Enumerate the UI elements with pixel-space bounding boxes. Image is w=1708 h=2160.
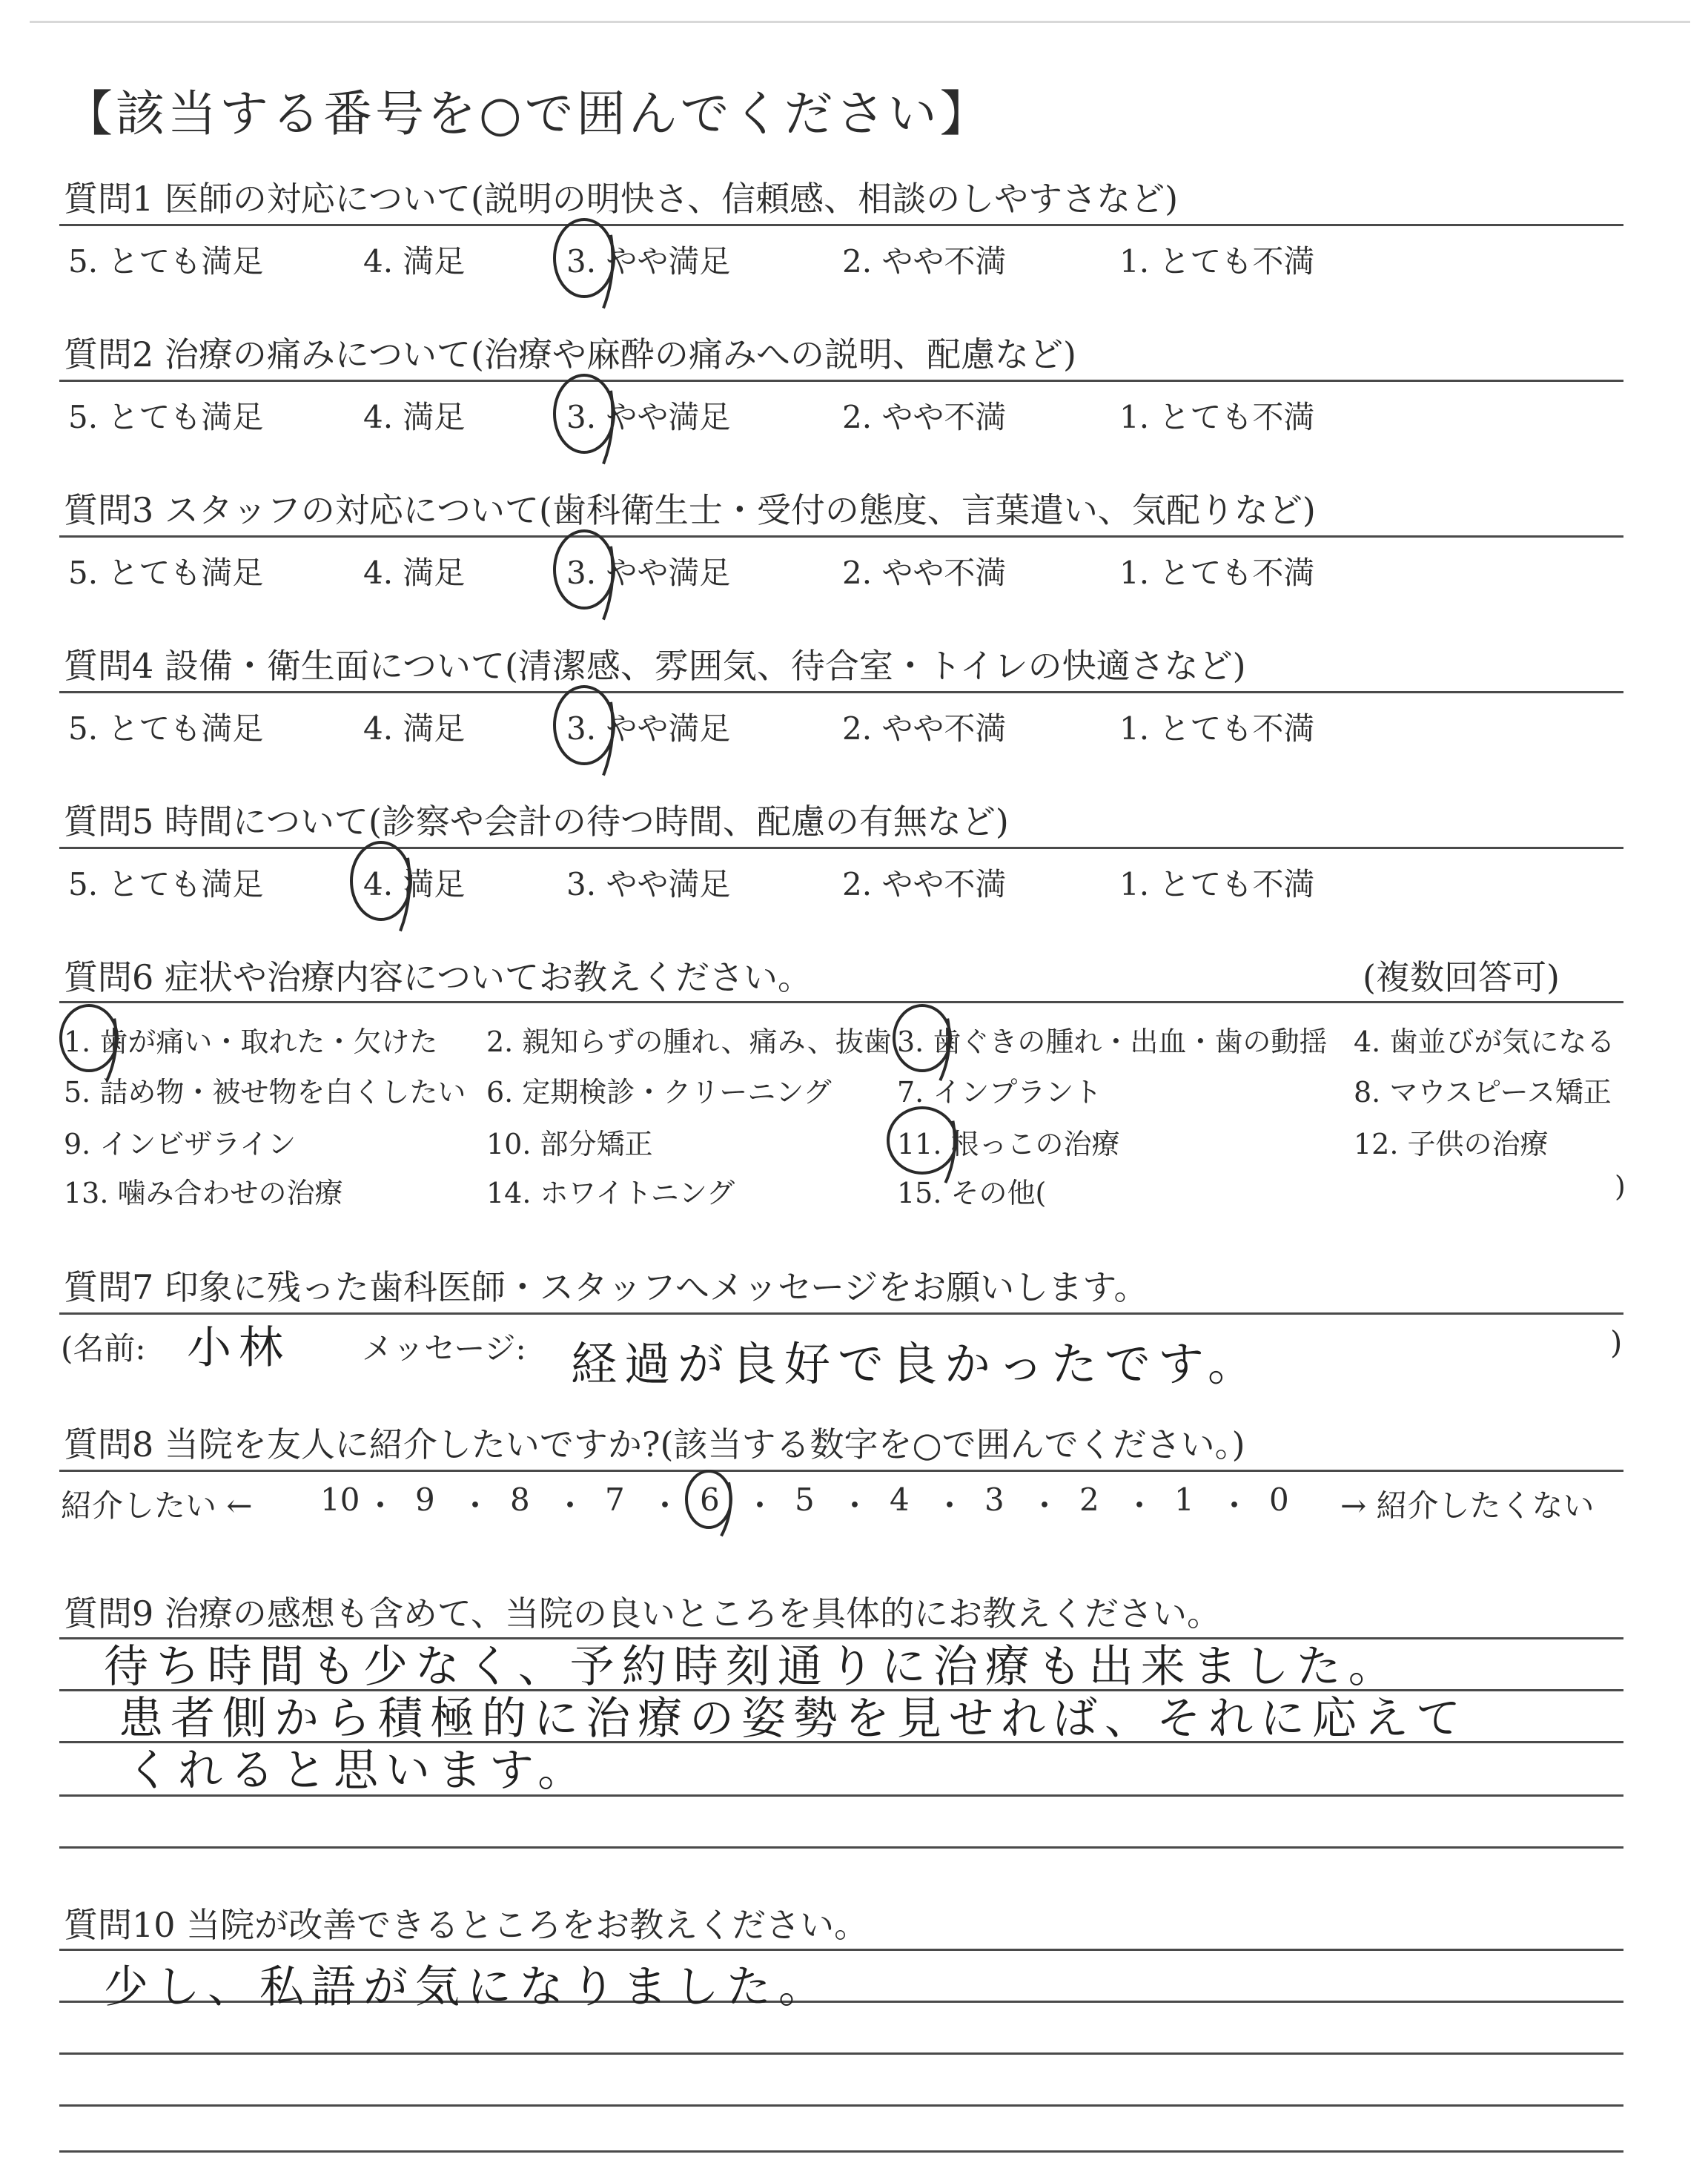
q2-option-5[interactable]: 5. とても満足	[68, 399, 264, 435]
q6-option-15[interactable]: 15. その他(	[897, 1177, 1047, 1209]
q1-option-1[interactable]: 1. とても不満	[1119, 243, 1315, 280]
q8-scale-2[interactable]: 2	[1079, 1482, 1099, 1518]
q6-selected-circle-3-tail	[940, 1019, 949, 1081]
q6-selected-circle-1-tail	[107, 1019, 116, 1081]
q8-separator: ・	[649, 1487, 681, 1524]
q2-label: 質問2 治療の痛みについて(治療や麻酔の痛みへの説明、配慮など)	[64, 334, 1076, 374]
q8-scale-0[interactable]: 0	[1269, 1482, 1289, 1518]
q9-label: 質問9 治療の感想も含めて、当院の良いところを具体的にお教えください。	[64, 1593, 1221, 1634]
q8-scale-1[interactable]: 1	[1174, 1482, 1194, 1518]
q8-scale-3[interactable]: 3	[984, 1482, 1004, 1518]
q10-answer-line-1[interactable]: 少し、私語が気になりました。	[104, 1961, 830, 2013]
q8-separator: ・	[934, 1487, 966, 1524]
q1-selected-circle	[555, 219, 614, 297]
q8-scale-4[interactable]: 4	[890, 1482, 910, 1518]
q4-option-2[interactable]: 2. やや不満	[842, 710, 1007, 747]
q5-option-5[interactable]: 5. とても満足	[68, 866, 264, 902]
q1-label: 質問1 医師の対応について(説明の明快さ、信頼感、相談のしやすさなど)	[64, 179, 1179, 219]
q8-selected-circle-tail	[721, 1482, 730, 1536]
q6-option-8[interactable]: 8. マウスピース矯正	[1354, 1076, 1612, 1109]
q6-option-14[interactable]: 14. ホワイトニング	[486, 1177, 735, 1209]
q8-selected-circle	[686, 1471, 731, 1527]
q8-separator: ・	[555, 1487, 586, 1524]
q9-answer-line-1[interactable]: 待ち時間も少なく、予約時刻通りに治療も出来ました。	[104, 1641, 1400, 1693]
q6-option-5[interactable]: 5. 詰め物・被せ物を白くしたい	[64, 1076, 466, 1109]
q4-selected-circle	[555, 687, 614, 764]
q2-option-4[interactable]: 4. 満足	[363, 399, 466, 435]
q5-selected-circle-tail	[400, 858, 409, 931]
q4-option-5[interactable]: 5. とても満足	[68, 710, 264, 747]
q3-selected-circle-tail	[603, 546, 612, 620]
q6-multi-note: (複数回答可)	[1363, 957, 1560, 997]
q3-option-5[interactable]: 5. とても満足	[68, 555, 264, 591]
q6-option-9[interactable]: 9. インビザライン	[64, 1128, 297, 1160]
q10-label: 質問10 当院が改善できるところをお教えください。	[64, 1905, 869, 1945]
q6-option-1[interactable]: 1. 歯が痛い・取れた・欠けた	[64, 1025, 438, 1058]
q6-option-3[interactable]: 3. 歯ぐきの腫れ・出血・歯の動揺	[897, 1025, 1328, 1058]
q8-separator: ・	[839, 1487, 871, 1524]
q5-option-4[interactable]: 4. 満足	[363, 866, 466, 902]
q1-option-4[interactable]: 4. 満足	[363, 243, 466, 280]
q8-scale-5[interactable]: 5	[795, 1482, 815, 1518]
q4-option-4[interactable]: 4. 満足	[363, 710, 466, 747]
q3-option-1[interactable]: 1. とても不満	[1119, 555, 1315, 591]
q6-selected-circle-11	[888, 1108, 956, 1173]
q8-scale-6[interactable]: 6	[700, 1482, 720, 1518]
q5-selected-circle	[351, 842, 411, 919]
q3-option-3[interactable]: 3. やや満足	[566, 555, 731, 591]
q7-message-label: メッセージ:	[362, 1330, 526, 1367]
q9-answer-line-3[interactable]: くれると思います。	[126, 1745, 590, 1797]
q2-option-1[interactable]: 1. とても不満	[1119, 399, 1315, 435]
q7-message-answer[interactable]: 経過が良好で良かったです。	[571, 1337, 1262, 1391]
q2-option-3[interactable]: 3. やや満足	[566, 399, 731, 435]
q8-separator: ・	[1029, 1487, 1061, 1524]
q4-option-1[interactable]: 1. とても不満	[1119, 710, 1315, 747]
q5-label: 質問5 時間について(診察や会計の待つ時間、配慮の有無など)	[64, 802, 1009, 842]
q9-answer-line-2[interactable]: 患者側から積極的に治療の姿勢を見せれば、それに応えて	[119, 1693, 1468, 1745]
q5-option-1[interactable]: 1. とても不満	[1119, 866, 1315, 902]
q6-label: 質問6 症状や治療内容についてお教えください。	[64, 957, 812, 997]
q3-label: 質問3 スタッフの対応について(歯科衛生士・受付の態度、言葉遣い、気配りなど)	[64, 490, 1316, 530]
q3-selected-circle	[555, 531, 614, 608]
q6-option-7[interactable]: 7. インプラント	[897, 1076, 1102, 1109]
q2-selected-circle	[555, 375, 614, 452]
q8-separator: ・	[365, 1487, 397, 1524]
q1-selected-circle-tail	[603, 235, 612, 308]
q8-separator: ・	[460, 1487, 491, 1524]
q6-option-10[interactable]: 10. 部分矯正	[486, 1128, 653, 1160]
q7-name-label: (名前:	[61, 1330, 146, 1367]
q7-close-paren: )	[1610, 1324, 1623, 1361]
q8-label: 質問8 当院を友人に紹介したいですか?(該当する数字を○で囲んでください。)	[64, 1424, 1245, 1464]
q5-option-2[interactable]: 2. やや不満	[842, 866, 1007, 902]
q3-option-2[interactable]: 2. やや不満	[842, 555, 1007, 591]
q8-left-text: 紹介したい ←	[61, 1487, 253, 1524]
q8-separator: ・	[744, 1487, 776, 1524]
q1-option-3[interactable]: 3. やや満足	[566, 243, 731, 280]
q6-option-4[interactable]: 4. 歯並びが気になる	[1354, 1025, 1615, 1058]
q6-option-11[interactable]: 11. 根っこの治療	[897, 1128, 1120, 1160]
q6-option-16[interactable]: )	[1615, 1170, 1626, 1203]
q3-option-4[interactable]: 4. 満足	[363, 555, 466, 591]
q4-label: 質問4 設備・衛生面について(清潔感、雰囲気、待合室・トイレの快適さなど)	[64, 646, 1246, 686]
q8-scale-7[interactable]: 7	[605, 1482, 625, 1518]
q8-separator: ・	[1124, 1487, 1156, 1524]
q6-option-6[interactable]: 6. 定期検診・クリーニング	[486, 1076, 832, 1109]
q1-option-5[interactable]: 5. とても満足	[68, 243, 264, 280]
q2-option-2[interactable]: 2. やや不満	[842, 399, 1007, 435]
q5-option-3[interactable]: 3. やや満足	[566, 866, 731, 902]
q7-name-answer[interactable]: 小林	[187, 1322, 291, 1374]
q6-option-13[interactable]: 13. 噛み合わせの治療	[64, 1177, 343, 1209]
q1-option-2[interactable]: 2. やや不満	[842, 243, 1007, 280]
q6-selected-circle-1	[61, 1005, 117, 1071]
q6-selected-circle-11-tail	[945, 1121, 954, 1183]
q7-label: 質問7 印象に残った歯科医師・スタッフへメッセージをお願いします。	[64, 1267, 1148, 1307]
q2-selected-circle-tail	[603, 391, 612, 464]
q8-scale-8[interactable]: 8	[510, 1482, 530, 1518]
q8-separator: ・	[1219, 1487, 1251, 1524]
q8-scale-10[interactable]: 10	[320, 1482, 360, 1518]
q8-right-text: → 紹介したくない	[1340, 1487, 1595, 1524]
q6-selected-circle-3	[894, 1005, 950, 1071]
q6-option-12[interactable]: 12. 子供の治療	[1354, 1128, 1549, 1160]
q8-scale-9[interactable]: 9	[415, 1482, 435, 1518]
instruction-header: 【該当する番号を○で囲んでください】	[64, 85, 992, 142]
q4-selected-circle-tail	[603, 702, 612, 776]
q6-option-2[interactable]: 2. 親知らずの腫れ、痛み、抜歯	[486, 1025, 892, 1058]
q4-option-3[interactable]: 3. やや満足	[566, 710, 731, 747]
